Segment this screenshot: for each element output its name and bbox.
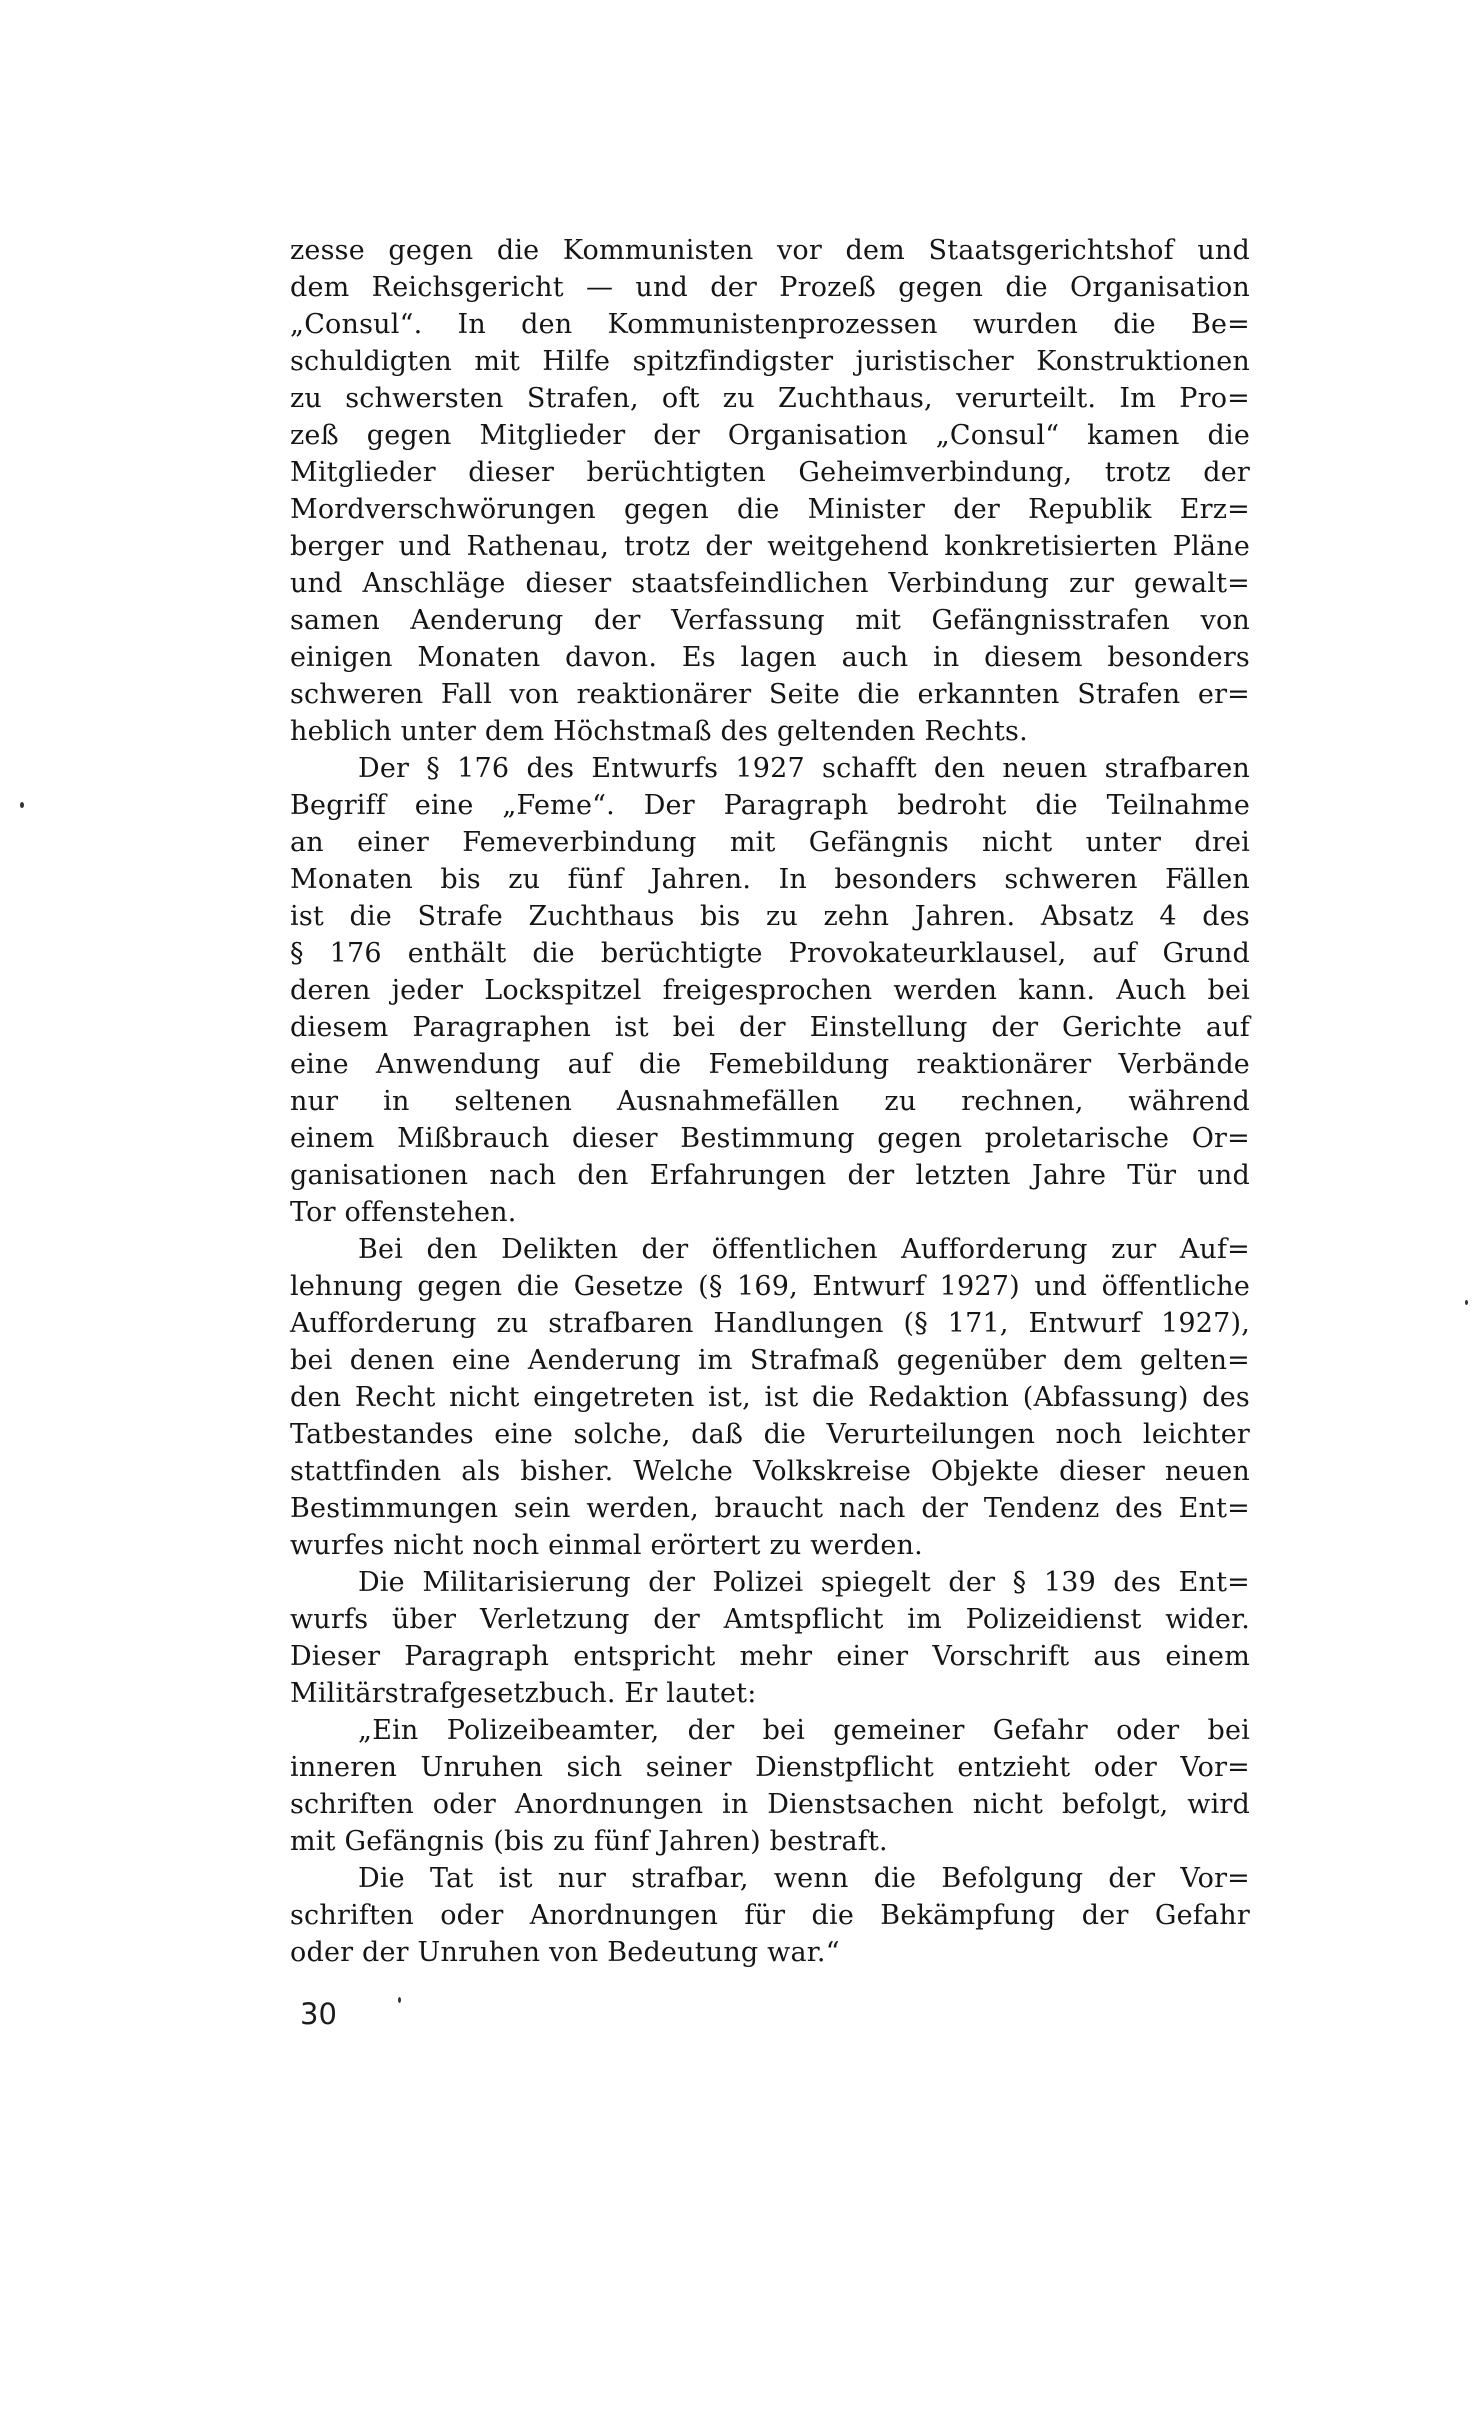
scan-speck (20, 802, 24, 808)
text-line: zu schwersten Strafen, oft zu Zuchthaus, verurteilt. Im Pro= (290, 383, 1250, 414)
text-line: und Anschläge dieser staatsfeindlichen Verbindung zur gewalt= (290, 568, 1250, 599)
quote-line: schriften oder Anordnungen für die Bekämpfung der Gefahr (290, 1900, 1250, 1931)
page-number: 30 (300, 1997, 337, 2031)
scan-speck (1465, 1300, 1468, 1305)
text-line: Bei den Delikten der öffentlichen Aufforderung zur Auf= (358, 1234, 1250, 1265)
text-line: wurfs über Verletzung der Amtspflicht im Polizeidienst wider. (290, 1604, 1250, 1635)
text-line: § 176 enthält die berüchtigte Provokateurklausel, auf Grund (290, 938, 1250, 969)
text-line: lehnung gegen die Gesetze (§ 169, Entwurf 1927) und öffentliche (290, 1271, 1250, 1302)
quote-line: „Ein Polizeibeamter, der bei gemeiner Gefahr oder bei (358, 1715, 1250, 1746)
text-line: ganisationen nach den Erfahrungen der letzten Jahre Tür und (290, 1160, 1250, 1191)
text-line: schweren Fall von reaktionärer Seite die erkannten Strafen er= (290, 679, 1250, 710)
quote-line: mit Gefängnis (bis zu fünf Jahren) bestraft. (290, 1826, 888, 1857)
text-line: einem Mißbrauch dieser Bestimmung gegen proletarische Or= (290, 1123, 1250, 1154)
text-line: stattfinden als bisher. Welche Volkskreise Objekte dieser neuen (290, 1456, 1250, 1487)
scan-speck (398, 1997, 401, 2003)
quote-line: oder der Unruhen von Bedeutung war.“ (290, 1937, 840, 1968)
text-line: heblich unter dem Höchstmaß des geltenden Rechts. (290, 716, 1028, 747)
text-line: Begriff eine „Feme“. Der Paragraph bedroht die Teilnahme (290, 790, 1250, 821)
text-line: berger und Rathenau, trotz der weitgehend konkretisierten Pläne (290, 531, 1250, 562)
text-line: samen Aenderung der Verfassung mit Gefängnisstrafen von (290, 605, 1250, 636)
text-line: Bestimmungen sein werden, braucht nach der Tendenz des Ent= (290, 1493, 1250, 1524)
text-line: wurfes nicht noch einmal erörtert zu werden. (290, 1530, 923, 1561)
text-line: schuldigten mit Hilfe spitzfindigster juristischer Konstruktionen (290, 346, 1250, 377)
text-line: bei denen eine Aenderung im Strafmaß gegenüber dem gelten= (290, 1345, 1250, 1376)
text-line: Der § 176 des Entwurfs 1927 schafft den neuen strafbaren (358, 753, 1250, 784)
text-line: Mordverschwörungen gegen die Minister der Republik Erz= (290, 494, 1250, 525)
text-line: deren jeder Lockspitzel freigesprochen werden kann. Auch bei (290, 975, 1250, 1006)
text-line: dem Reichsgericht — und der Prozeß gegen die Organisation (290, 272, 1250, 303)
quote-line: schriften oder Anordnungen in Dienstsachen nicht befolgt, wird (290, 1789, 1250, 1820)
text-line: einigen Monaten davon. Es lagen auch in diesem besonders (290, 642, 1250, 673)
quote-line: inneren Unruhen sich seiner Dienstpflicht entzieht oder Vor= (290, 1752, 1250, 1783)
text-line: „Consul“. In den Kommunistenprozessen wurden die Be= (290, 309, 1250, 340)
text-line: diesem Paragraphen ist bei der Einstellung der Gerichte auf (290, 1012, 1250, 1043)
text-line: Die Militarisierung der Polizei spiegelt der § 139 des Ent= (358, 1567, 1250, 1598)
text-line: Tatbestandes eine solche, daß die Verurteilungen noch leichter (290, 1419, 1250, 1450)
text-line: Dieser Paragraph entspricht mehr einer Vorschrift aus einem (290, 1641, 1250, 1672)
text-line: Aufforderung zu strafbaren Handlungen (§ 171, Entwurf 1927), (290, 1308, 1250, 1339)
text-line: Mitglieder dieser berüchtigten Geheimverbindung, trotz der (290, 457, 1250, 488)
text-line: Monaten bis zu fünf Jahren. In besonders schweren Fällen (290, 864, 1250, 895)
quote-line: Die Tat ist nur strafbar, wenn die Befolgung der Vor= (358, 1863, 1250, 1894)
text-line: zeß gegen Mitglieder der Organisation „Consul“ kamen die (290, 420, 1250, 451)
text-line: an einer Femeverbindung mit Gefängnis nicht unter drei (290, 827, 1250, 858)
text-line: nur in seltenen Ausnahmefällen zu rechnen, während (290, 1086, 1250, 1117)
text-line: eine Anwendung auf die Femebildung reaktionärer Verbände (290, 1049, 1250, 1080)
text-line: den Recht nicht eingetreten ist, ist die Redaktion (Abfassung) des (290, 1382, 1250, 1413)
text-line: zesse gegen die Kommunisten vor dem Staatsgerichtshof und (290, 235, 1250, 266)
text-line: ist die Strafe Zuchthaus bis zu zehn Jahren. Absatz 4 des (290, 901, 1250, 932)
text-line: Militärstrafgesetzbuch. Er lautet: (290, 1678, 757, 1709)
text-line: Tor offenstehen. (290, 1197, 517, 1228)
